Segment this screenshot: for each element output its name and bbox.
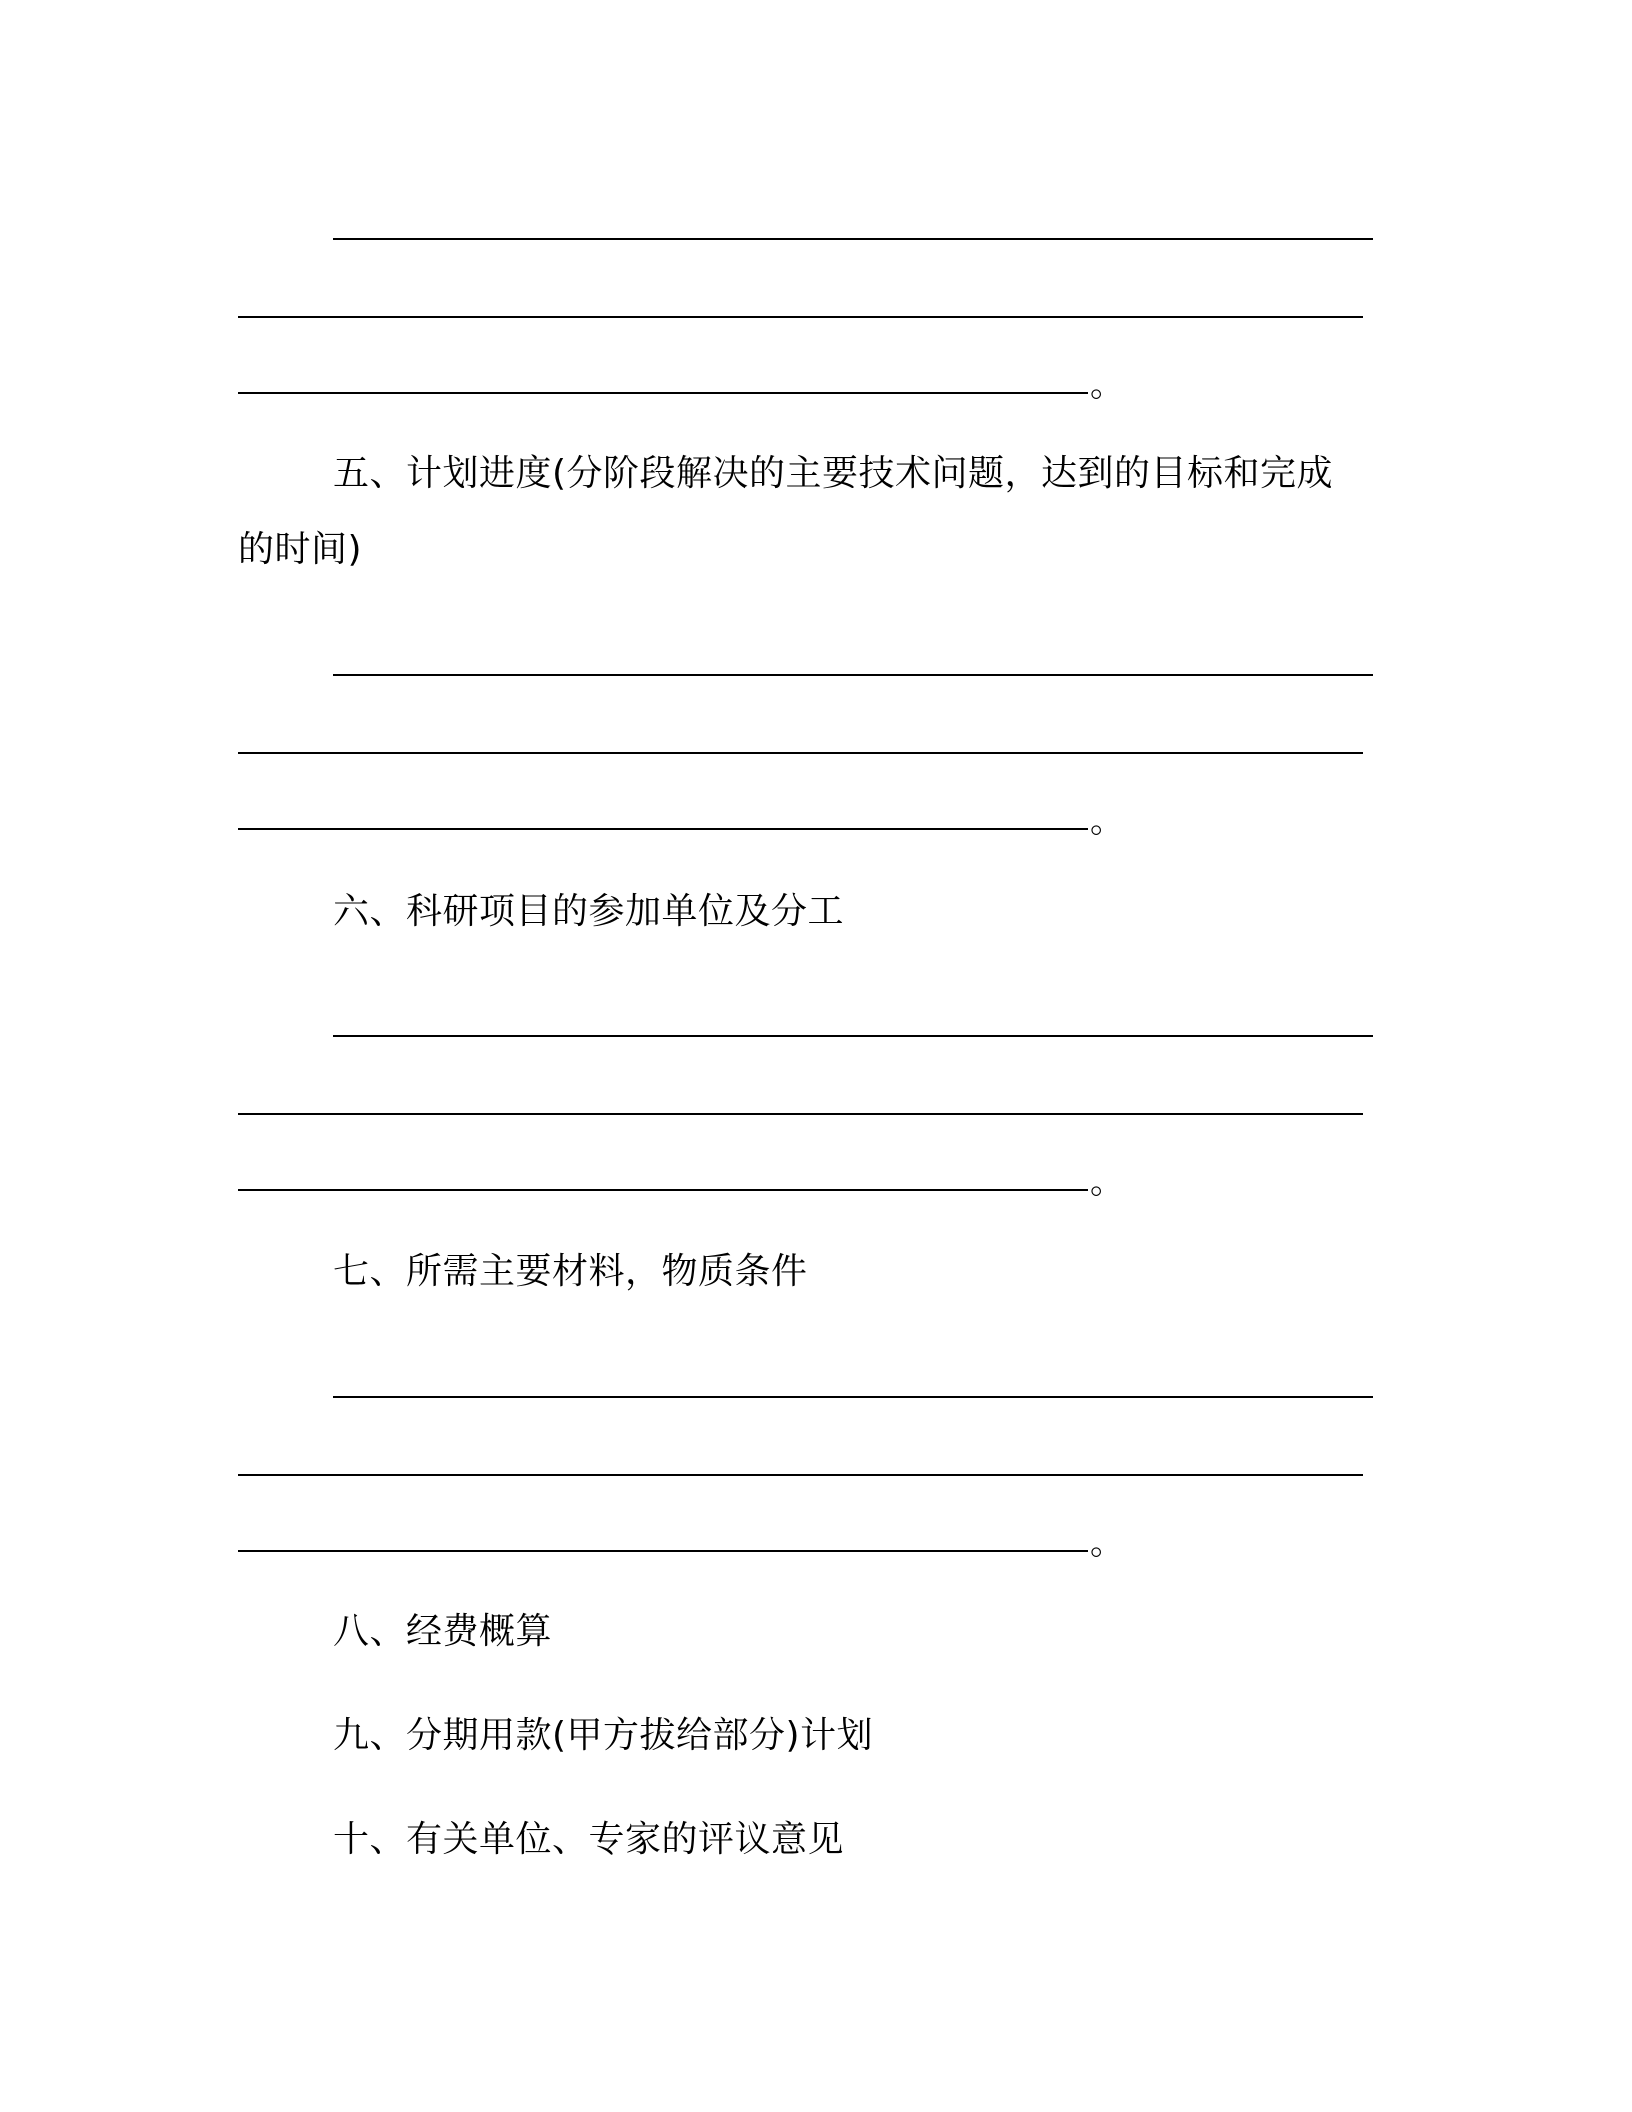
section-heading-9: 九、分期用款(甲方拔给部分)计划 [333, 1715, 874, 1756]
fill-in-line[interactable] [238, 1550, 1088, 1552]
fill-in-line[interactable] [238, 316, 1363, 318]
fill-in-line[interactable] [333, 238, 1373, 240]
section-heading-8: 八、经费概算 [333, 1611, 553, 1652]
period-mark: 。 [1090, 1162, 1124, 1202]
section-heading-7: 七、所需主要材料，物质条件 [333, 1251, 808, 1292]
section-heading-5: 五、计划进度(分阶段解决的主要技术问题，达到的目标和完成 [333, 453, 1334, 494]
section-heading-5-continued: 的时间) [238, 529, 363, 570]
fill-in-line[interactable] [333, 1035, 1373, 1037]
fill-in-line[interactable] [333, 674, 1373, 676]
period-mark: 。 [1090, 801, 1124, 841]
fill-in-line[interactable] [238, 1113, 1363, 1115]
fill-in-line[interactable] [238, 392, 1088, 394]
fill-in-line[interactable] [333, 1396, 1373, 1398]
section-heading-6: 六、科研项目的参加单位及分工 [333, 891, 845, 932]
fill-in-line[interactable] [238, 1474, 1363, 1476]
period-mark: 。 [1090, 1523, 1124, 1563]
period-mark: 。 [1090, 365, 1124, 405]
fill-in-line[interactable] [238, 752, 1363, 754]
section-heading-10: 十、有关单位、专家的评议意见 [333, 1819, 845, 1860]
fill-in-line[interactable] [238, 1189, 1088, 1191]
fill-in-line[interactable] [238, 828, 1088, 830]
